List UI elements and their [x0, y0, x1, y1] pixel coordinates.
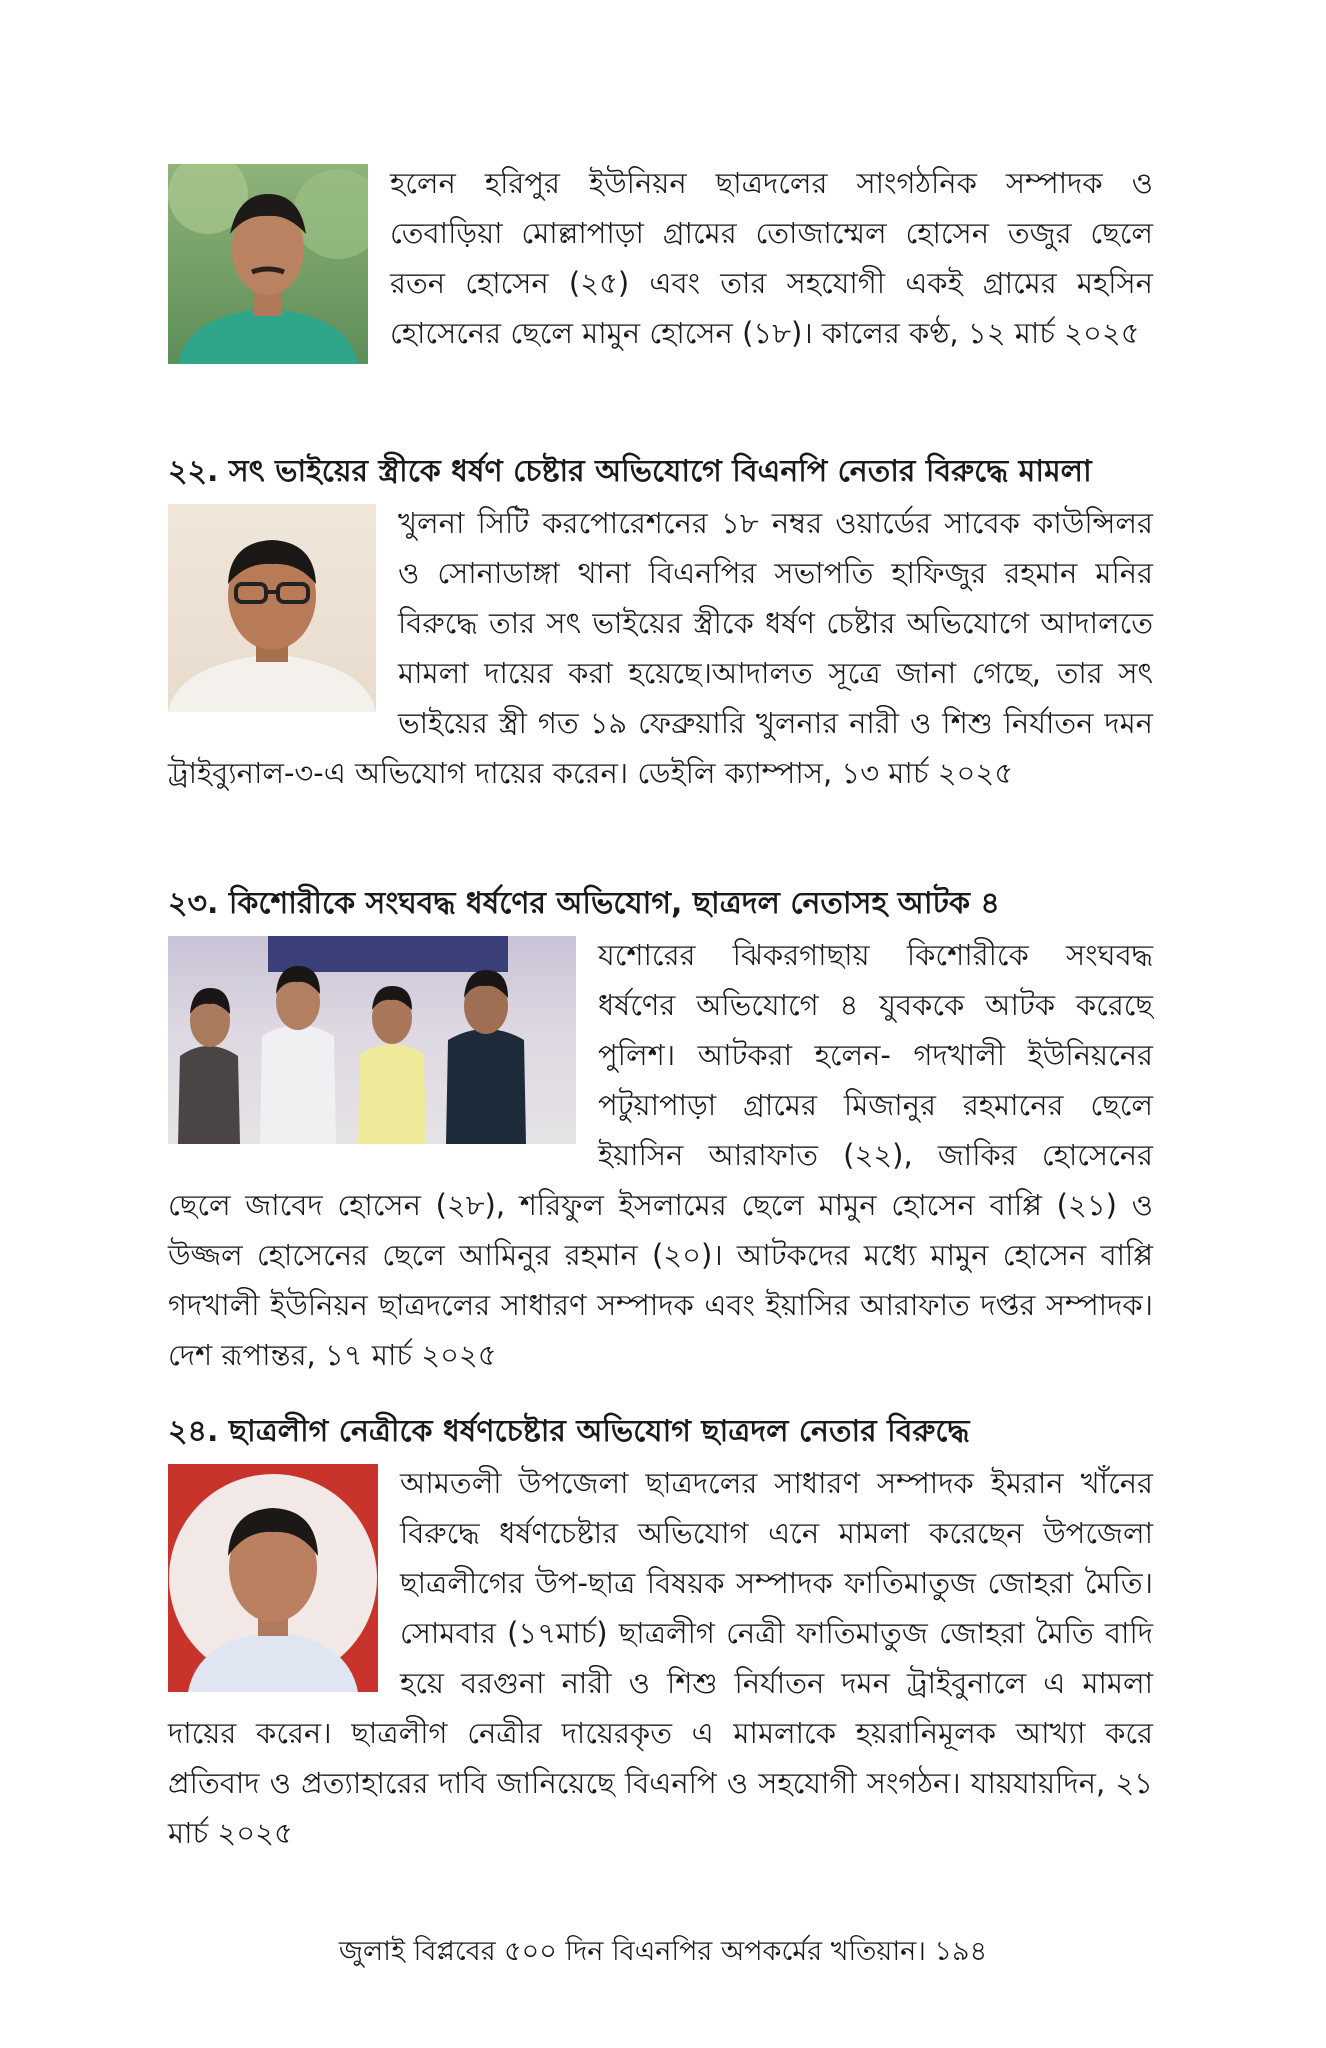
article-24: [168, 1410, 1153, 1858]
article-21: [168, 158, 1153, 370]
article-24-photo: [168, 1464, 378, 1692]
article-22: [168, 450, 1153, 798]
article-23: [168, 882, 1153, 1380]
article-23-heading: ২৩. কিশোরীকে সংঘবদ্ধ ধর্ষণের অভিযোগ, ছাত্রদল নেতাসহ আটক ৪: [168, 886, 1000, 921]
article-22-photo: [168, 504, 376, 712]
page-footer: জুলাই বিপ্লবের ৫০০ দিন বিএনপির অপকর্মের খতিয়ান। ১৯৪: [338, 1936, 988, 1967]
article-23-photo: [168, 936, 576, 1144]
article-24-heading: ২৪. ছাত্রলীগ নেত্রীকে ধর্ষণচেষ্টার অভিযোগ ছাত্রদল নেতার বিরুদ্ধে: [168, 1414, 970, 1449]
article-24-body: আমতলী উপজেলা ছাত্রদলের সাধারণ সম্পাদক ইমরান খাঁনের বিরুদ্ধে ধর্ষণচেষ্টার অভিযোগ এনে মামলা করেছেন উপজেলা ছাত্রলীগের উপ-ছাত্র বিষয়ক সম্পাদক ফাতিমাতুজ জোহরা মৈতি। সোমবার (১৭মার্চ) ছাত্রলীগ নেত্রী ফাতিমাতুজ জোহরা মৈতি বাদি হয়ে বরগুনা নারী ও শিশু নির্যাতন দমন ট্রাইবুনালে এ মামলা দায়ের করেন। ছাত্রলীগ নেত্রীর দায়েরকৃত এ মামলাকে হয়রানিমূলক আখ্যা করে প্রতিবাদ ও প্রত্যাহারের দাবি জানিয়েছে বিএনপি ও সহযোগী সংগঠন। যায়যায়দিন, ২১ মার্চ ২০২৫: [168, 1466, 1153, 1850]
article-21-photo: [168, 164, 368, 364]
article-23-body: যশোরের ঝিকরগাছায় কিশোরীকে সংঘবদ্ধ ধর্ষণের অভিযোগে ৪ যুবককে আটক করেছে পুলিশ। আটকরা হলেন- গদখালী ইউনিয়নের পটুয়াপাড়া গ্রামের মিজানুর রহমানের ছেলে ইয়াসিন আরাফাত (২২), জাকির হোসেনের ছেলে জাবেদ হোসেন (২৮), শরিফুল ইসলামের ছেলে মামুন হোসেন বাপ্পি (২১) ও উজ্জল হোসেনের ছেলে আমিনুর রহমান (২০)। আটকদের মধ্যে মামুন হোসেন বাপ্পি গদখালী ইউনিয়ন ছাত্রদলের সাধারণ সম্পাদক এবং ইয়াসির আরাফাত দপ্তর সম্পাদক। দেশ রূপান্তর, ১৭ মার্চ ২০২৫: [168, 938, 1153, 1372]
article-22-heading: ২২. সৎ ভাইয়ের স্ত্রীকে ধর্ষণ চেষ্টার অভিযোগে বিএনপি নেতার বিরুদ্ধে মামলা: [168, 454, 1092, 489]
article-21-body: হলেন হরিপুর ইউনিয়ন ছাত্রদলের সাংগঠনিক সম্পাদক ও তেবাড়িয়া মোল্লাপাড়া গ্রামের তোজাম্মেল হোসেন তজুর ছেলে রতন হোসেন (২৫) এবং তার সহযোগী একই গ্রামের মহসিন হোসেনের ছেলে মামুন হোসেন (১৮)। কালের কণ্ঠ, ১২ মার্চ ২০২৫: [390, 166, 1153, 350]
article-22-body: খুলনা সিটি করপোরেশনের ১৮ নম্বর ওয়ার্ডের সাবেক কাউন্সিলর ও সোনাডাঙ্গা থানা বিএনপির সভাপতি হাফিজুর রহমান মনির বিরুদ্ধে তার সৎ ভাইয়ের স্ত্রীকে ধর্ষণ চেষ্টার অভিযোগে আদালতে মামলা দায়ের করা হয়েছে।আদালত সূত্রে জানা গেছে, তার সৎ ভাইয়ের স্ত্রী গত ১৯ ফেব্রুয়ারি খুলনার নারী ও শিশু নির্যাতন দমন ট্রাইব্যুনাল-৩-এ অভিযোগ দায়ের করেন। ডেইলি ক্যাম্পাস, ১৩ মার্চ ২০২৫: [168, 506, 1153, 790]
